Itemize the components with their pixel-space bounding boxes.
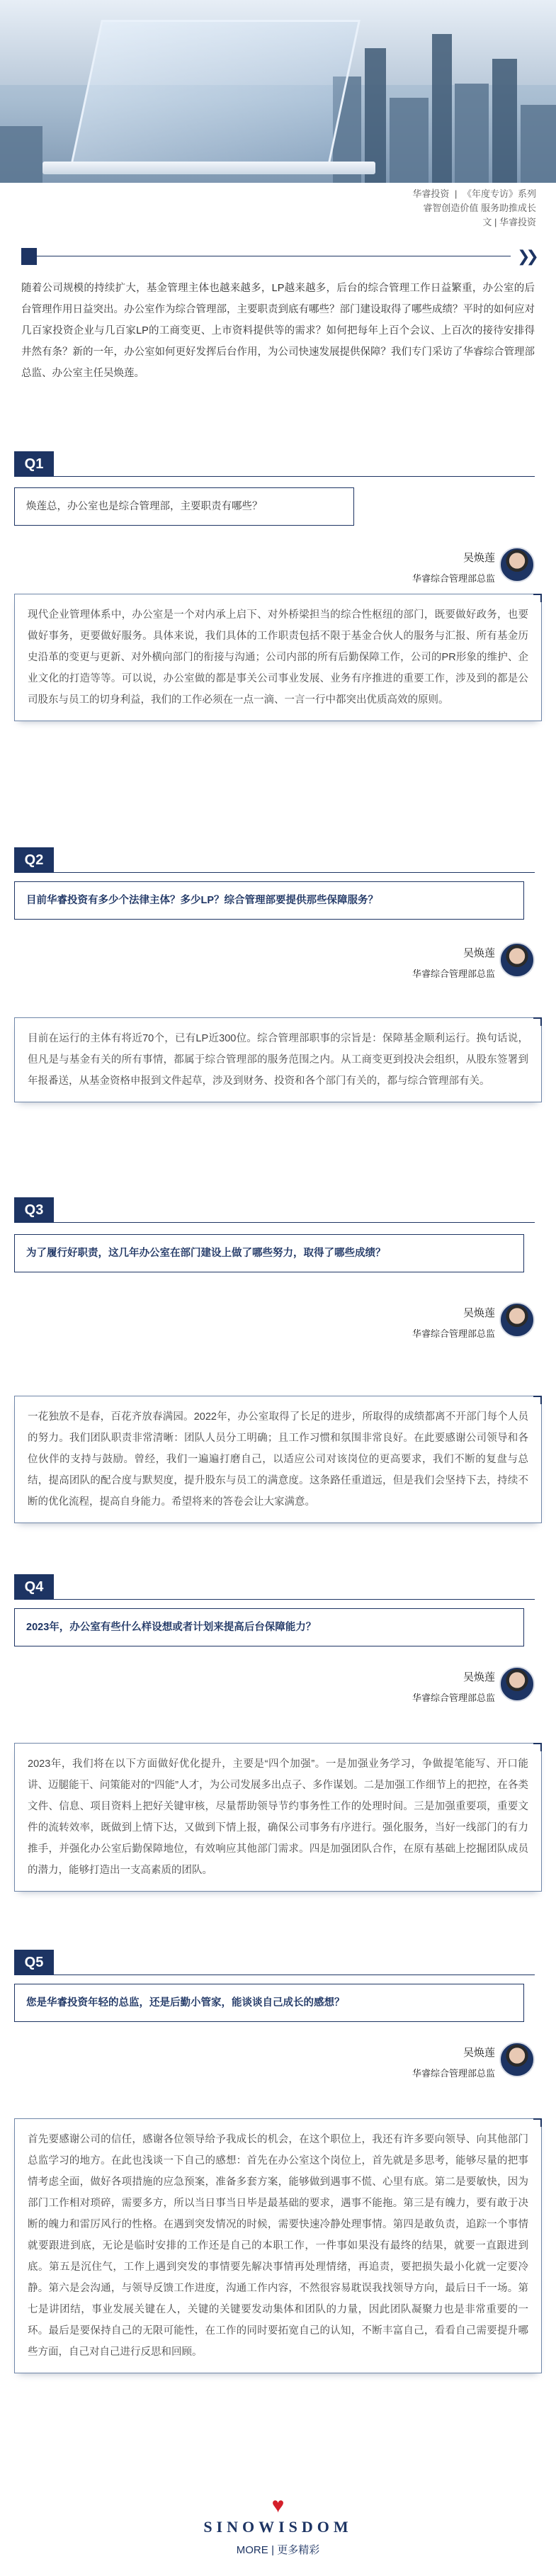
more-link-tail[interactable]: 更多精彩 (277, 2544, 320, 2556)
question-box: 为了履行好职责，这几年办公室在部门建设上做了哪些努力，取得了哪些成绩？ (14, 1234, 524, 1272)
answer-box (14, 1743, 542, 1892)
series-info: 华睿投资 | 《年度专访》系列 睿智创造价值 服务助推成长 文 | 华睿投资 (409, 187, 536, 230)
answer-text: 2023年，我们将在以下方面做好优化提升，主要是“四个加强”。一是加强业务学习，争做提笔能写、开口能讲、迈腿能干、问策能对的“四能”人才，为公司发展多出点子、多作谋划。二是加强工作细节上的把控，在各类文件、信息、项目资料上把好关键审核，尽量帮助领导节约事务性工作的处理时间。三是加强重要项，重要文件的流转效率，既做到上情下达，又做到下情上报，确保公司事务有序进行。强化服务，当好一线部门的有力推手，并强化办公室后勤保障地位，有效响应其他部门需求。四是加强团队合作，在原有基础上挖掘团队成员的潜力，能够打造出一支高素质的团队。 (28, 1758, 528, 1876)
speaker-title: 华睿综合管理部总监 (412, 968, 495, 979)
avatar (499, 547, 535, 582)
speaker-card (322, 942, 535, 978)
question-tag: Q2 (14, 847, 54, 873)
answer-text: 现代企业管理体系中，办公室是一个对内承上启下、对外桥梁担当的综合性枢纽的部门，既要做好政务，也要做好事务，更要做好服务。具体来说，我们具体的工作职责包括不限于基金合伙人的服务与汇报、所有基金历史沿革的变更与更新、对外横向部门的衔接与沟通；公司内部的所有后勤保障工作，公司的PR形象的维护、企业文化的打造等等。可以说，办公室做的都是事关公司事业发展、业务有序推进的重要工作，涉及到的都是公司股东与员工的切身利益，我们的工作必须在一点一滴、一言一行中都突出优质高效的原则。 (28, 609, 528, 706)
speaker-title: 华睿综合管理部总监 (412, 573, 495, 584)
speaker-title: 华睿综合管理部总监 (412, 2068, 495, 2079)
heart-icon: ♥ (271, 2494, 285, 2517)
answer-text: 一花独放不是春，百花齐放春满园。2022年，办公室取得了长足的进步，所取得的成绩都离不开部门每个人员的努力。我们团队职责非常清晰：团队人员分工明确；且工作习惯和氛围非常良好。在此要感谢公司领导和各位伙伴的支持与鼓励。曾经，我们一遍遍打磨自己，以适应公司对该岗位的更高要求，我们不断的复盘与总结，提高团队的配合度与默契度，提升股东与员工的满意度。这条路任重道远，但是我们会坚持下去，持续不断的优化流程，提高自身能力。希望将来的答卷会让大家满意。 (28, 1411, 528, 1508)
question-box: 焕莲总，办公室也是综合管理部，主要职责有哪些？ (14, 487, 354, 526)
laptop-illustration (69, 20, 361, 173)
avatar (499, 1666, 535, 1702)
brand-wordmark: SINOWISDOM (203, 2518, 353, 2536)
hero-image (0, 0, 556, 183)
series-byline: 文 | 华睿投资 (482, 217, 536, 227)
speaker-title: 华睿综合管理部总监 (412, 1328, 495, 1339)
answer-box (14, 594, 542, 721)
speaker-card (322, 2042, 535, 2077)
avatar (499, 942, 535, 978)
double-chevron-icon: ❯❯ (517, 247, 535, 265)
question-tag: Q5 (14, 1950, 54, 1975)
speaker-card (322, 1302, 535, 1338)
speaker-title: 华睿综合管理部总监 (412, 1693, 495, 1703)
question-box: 您是华睿投资年轻的总监，还是后勤小管家，能谈谈自己成长的感想？ (14, 1984, 524, 2022)
speaker-name: 吴焕莲 (463, 2047, 495, 2059)
question-box: 2023年，办公室有些什么样设想或者计划来提高后台保障能力？ (14, 1608, 524, 1646)
answer-box (14, 2118, 542, 2373)
question-tag: Q3 (14, 1197, 54, 1223)
answer-box (14, 1396, 542, 1523)
series-column: 《年度专访》系列 (462, 188, 536, 199)
series-slogan: 睿智创造价值 服务助推成长 (423, 203, 536, 213)
answer-text: 目前在运行的主体有将近70个，已有LP近300位。综合管理部职事的宗旨是：保障基金顺利运行。换句话说，但凡是与基金有关的所有事情，都属于综合管理部的服务范围之内。从工商变更到投决会组织，从股东签署到年报番送，从基金资格申报到文件起草，涉及到财务、投资和各个部门有关的，都与综合管理部有关。 (28, 1033, 528, 1087)
speaker-card (322, 547, 535, 582)
speaker-card (322, 1666, 535, 1702)
question-tag: Q4 (14, 1574, 54, 1600)
answer-text: 首先要感谢公司的信任，感谢各位领导给予我成长的机会，在这个职位上，我还有许多要向领导、向其他部门总监学习的地方。在此也浅谈一下自己的感想：首先在办公室这个岗位上，首先就是多思考，能够尽量的把事情考虑全面，做好各项措施的应急预案，准备多套方案，能够做到遇事不慌、心里有底。第二是要敏快，因为部门工作相对琐碎，需要多方，所以当日事当日毕是最基础的要求，遇事不能拖。第三是有魄力，要有敢于决断的魄力和雷厉风行的性格。在遇到突发情况的时候，需要快速冷静处理事情。第四是敢负责，追踪一个事情就要跟进到底，无论是临时安排的工作还是自己的本职工作，一件事如果没有最终的结果，就要一直跟进到底。第五是沉住气，工作上遇到突发的事情要先解决事情再处理情绪，再追责，要把损失最小化就一定要冷静。第六是会沟通，与领导反馈工作进度，沟通工作内容，不然很容易耽误我找领导方向，最后日千一场。第七是讲团结，事业发展关键在人，关键的关键要发动集体和团队的力量，因此团队凝聚力也是非常重要的一环。最后是要保持自己的无限可能性，在工作的同时要拓宽自己的认知，不断丰富自己，看看自己需要提升哪些方面，自己对自己进行反思和回顾。 (28, 2134, 528, 2358)
speaker-name: 吴焕莲 (463, 947, 495, 959)
intro-paragraph: 随着公司规模的持续扩大，基金管理主体也越来越多，LP越来越多，后台的综合管理工作日益繁重，办公室的后台管理作用日益突出。办公室作为综合管理部，主要职责到底有哪些？部门建设取得了哪些成绩？平时的如何应对几百家投资企业与几百家LP的工商变更、上市资料提供等的需求？如何把每年上百个会议、上百次的接待安排得井然有条？新的一年，办公室如何更好发挥后台作用，为公司快速发展提供保障？我们专门采访了华睿综合管理部总监、办公室主任吴焕莲。 (21, 283, 535, 379)
speaker-name: 吴焕莲 (463, 1307, 495, 1319)
question-box: 目前华睿投资有多少个法律主体？多少LP？综合管理部要提供那些保障服务？ (14, 881, 524, 920)
more-link[interactable]: MORE (236, 2544, 268, 2556)
footer: ♥ SINOWISDOM MORE | 更多精彩 (0, 2494, 556, 2557)
avatar (499, 1302, 535, 1338)
speaker-name: 吴焕莲 (463, 552, 495, 564)
avatar (499, 2042, 535, 2077)
speaker-name: 吴焕莲 (463, 1671, 495, 1683)
section-divider (21, 248, 535, 265)
question-tag: Q1 (14, 451, 54, 477)
answer-box (14, 1017, 542, 1102)
series-brand: 华睿投资 (412, 188, 450, 199)
